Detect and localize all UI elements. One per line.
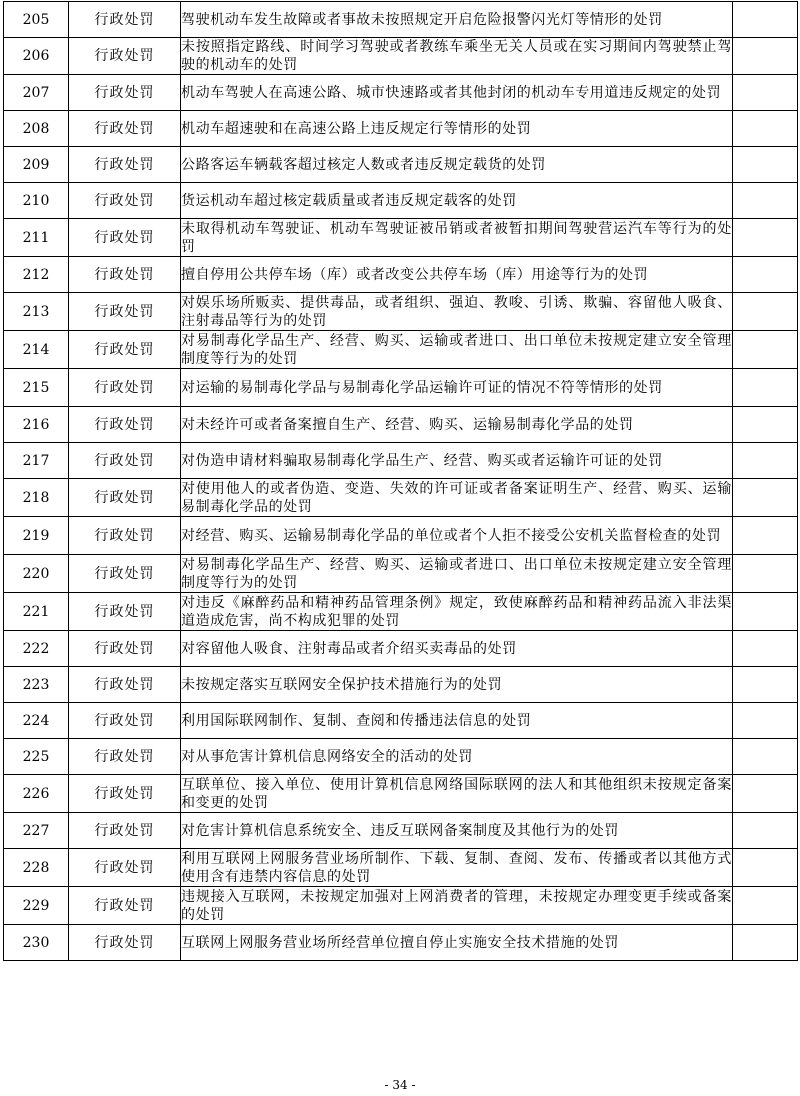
- row-category: 行政处罚: [69, 2, 181, 38]
- row-category: 行政处罚: [69, 219, 181, 257]
- row-category: 行政处罚: [69, 631, 181, 667]
- table-row: [4, 517, 798, 555]
- row-item-name: 机动车超速驶和在高速公路上违反规定行等情形的处罚: [181, 111, 733, 147]
- row-empty-cell: [733, 703, 798, 739]
- row-number: 211: [4, 219, 69, 257]
- row-item-name: 互联单位、接入单位、使用计算机信息网络国际联网的法人和其他组织未按规定备案和变更的处罚: [181, 776, 732, 811]
- table-row: [4, 257, 798, 293]
- row-item-name: 对伪造申请材料骗取易制毒化学品生产、经营、购买或者运输许可证的处罚: [181, 443, 733, 479]
- row-number: 227: [4, 813, 69, 849]
- row-number: 214: [4, 331, 69, 369]
- table-row: [4, 2, 798, 38]
- row-number: 229: [4, 887, 69, 925]
- row-empty-cell: [733, 849, 798, 887]
- row-category: 行政处罚: [69, 38, 181, 75]
- table-row: [4, 593, 798, 631]
- row-empty-cell: [733, 925, 798, 961]
- row-item-name: 对运输的易制毒化学品与易制毒化学品运输许可证的情况不符等情形的处罚: [181, 369, 733, 407]
- row-item-name: 对危害计算机信息系统安全、违反互联网备案制度及其他行为的处罚: [181, 813, 733, 849]
- row-empty-cell: [733, 593, 798, 631]
- row-number: 226: [4, 775, 69, 813]
- row-category: 行政处罚: [69, 443, 181, 479]
- row-number: 228: [4, 849, 69, 887]
- table-row: [4, 111, 798, 147]
- row-category: 行政处罚: [69, 479, 181, 517]
- table-row: [4, 443, 798, 479]
- row-number: 210: [4, 183, 69, 219]
- row-category: 行政处罚: [69, 593, 181, 631]
- row-item-name: 利用互联网上网服务营业场所制作、下载、复制、查阅、发布、传播或者以其他方式使用含有违禁内容信息的处罚: [181, 850, 732, 885]
- row-empty-cell: [733, 111, 798, 147]
- table-row: [4, 331, 798, 369]
- row-item-name: 对容留他人吸食、注射毒品或者介绍买卖毒品的处罚: [181, 631, 733, 667]
- row-number: 213: [4, 293, 69, 331]
- table-row: [4, 775, 798, 813]
- row-empty-cell: [733, 257, 798, 293]
- items-table: [3, 1, 798, 961]
- row-empty-cell: [733, 2, 798, 38]
- table-row: [4, 75, 798, 111]
- row-item-name: 对违反《麻醉药品和精神药品管理条例》规定，致使麻醉药品和精神药品流入非法渠道造成危害，尚不构成犯罪的处罚: [181, 594, 732, 629]
- row-number: 206: [4, 38, 69, 75]
- row-category: 行政处罚: [69, 849, 181, 887]
- row-item-name: 对使用他人的或者伪造、变造、失效的许可证或者备案证明生产、经营、购买、运输易制毒化学品的处罚: [181, 480, 732, 515]
- row-number: 208: [4, 111, 69, 147]
- row-category: 行政处罚: [69, 183, 181, 219]
- row-item-name: 对易制毒化学品生产、经营、购买、运输或者进口、出口单位未按规定建立安全管理制度等行为的处罚: [181, 556, 732, 591]
- row-number: 223: [4, 667, 69, 703]
- row-empty-cell: [733, 479, 798, 517]
- row-category: 行政处罚: [69, 257, 181, 293]
- row-category: 行政处罚: [69, 555, 181, 593]
- table-row: [4, 147, 798, 183]
- row-empty-cell: [733, 887, 798, 925]
- row-number: 212: [4, 257, 69, 293]
- row-empty-cell: [733, 667, 798, 703]
- row-empty-cell: [733, 369, 798, 407]
- row-number: 215: [4, 369, 69, 407]
- row-item-name: 互联网上网服务营业场所经营单位擅自停止实施安全技术措施的处罚: [181, 925, 733, 961]
- table-row: [4, 219, 798, 257]
- row-item-name: 对娱乐场所贩卖、提供毒品，或者组织、强迫、教唆、引诱、欺骗、容留他人吸食、注射毒品等行为的处罚: [181, 294, 732, 329]
- row-number: 230: [4, 925, 69, 961]
- row-number: 225: [4, 739, 69, 775]
- page-number: - 34 -: [384, 1078, 416, 1092]
- row-category: 行政处罚: [69, 925, 181, 961]
- table-row: [4, 293, 798, 331]
- table-row: [4, 813, 798, 849]
- row-number: 221: [4, 593, 69, 631]
- row-empty-cell: [733, 517, 798, 555]
- row-item-name: 未按规定落实互联网安全保护技术措施行为的处罚: [181, 667, 733, 703]
- table-row: [4, 703, 798, 739]
- row-item-name: 违规接入互联网，未按规定加强对上网消费者的管理，未按规定办理变更手续或备案的处罚: [181, 888, 732, 923]
- row-number: 218: [4, 479, 69, 517]
- row-category: 行政处罚: [69, 407, 181, 443]
- row-number: 219: [4, 517, 69, 555]
- row-item-name: 驾驶机动车发生故障或者事故未按照规定开启危险报警闪光灯等情形的处罚: [181, 2, 733, 38]
- row-empty-cell: [733, 147, 798, 183]
- row-category: 行政处罚: [69, 775, 181, 813]
- row-category: 行政处罚: [69, 369, 181, 407]
- row-item-name: 未按照指定路线、时间学习驾驶或者教练车乘坐无关人员或在实习期间内驾驶禁止驾驶的机动车的处罚: [181, 39, 732, 73]
- row-item-name: 对未经许可或者备案擅自生产、经营、购买、运输易制毒化学品的处罚: [181, 407, 733, 443]
- row-number: 216: [4, 407, 69, 443]
- row-category: 行政处罚: [69, 667, 181, 703]
- row-empty-cell: [733, 407, 798, 443]
- row-empty-cell: [733, 813, 798, 849]
- row-item-name: 机动车驾驶人在高速公路、城市快速路或者其他封闭的机动车专用道违反规定的处罚: [181, 75, 733, 111]
- table-row: [4, 739, 798, 775]
- row-category: 行政处罚: [69, 331, 181, 369]
- table-row: [4, 369, 798, 407]
- table-row: [4, 555, 798, 593]
- table-row: [4, 407, 798, 443]
- table-row: [4, 479, 798, 517]
- row-category: 行政处罚: [69, 147, 181, 183]
- row-category: 行政处罚: [69, 739, 181, 775]
- row-category: 行政处罚: [69, 75, 181, 111]
- table-row: [4, 631, 798, 667]
- table-row: [4, 183, 798, 219]
- row-number: 207: [4, 75, 69, 111]
- row-number: 205: [4, 2, 69, 38]
- row-item-name: 对经营、购买、运输易制毒化学品的单位或者个人拒不接受公安机关监督检查的处罚: [181, 517, 733, 555]
- row-item-name: 对从事危害计算机信息网络安全的活动的处罚: [181, 739, 733, 775]
- table-row: [4, 38, 798, 75]
- row-empty-cell: [733, 739, 798, 775]
- items-table-body: [4, 2, 798, 961]
- table-row: [4, 667, 798, 703]
- row-empty-cell: [733, 331, 798, 369]
- row-category: 行政处罚: [69, 111, 181, 147]
- row-category: 行政处罚: [69, 813, 181, 849]
- row-number: 222: [4, 631, 69, 667]
- row-category: 行政处罚: [69, 293, 181, 331]
- row-empty-cell: [733, 443, 798, 479]
- row-item-name: 利用国际联网制作、复制、查阅和传播违法信息的处罚: [181, 703, 733, 739]
- row-empty-cell: [733, 775, 798, 813]
- row-number: 217: [4, 443, 69, 479]
- row-empty-cell: [733, 555, 798, 593]
- table-row: [4, 887, 798, 925]
- row-empty-cell: [733, 38, 798, 75]
- row-category: 行政处罚: [69, 703, 181, 739]
- row-number: 224: [4, 703, 69, 739]
- row-number: 209: [4, 147, 69, 183]
- table-row: [4, 849, 798, 887]
- table-row: [4, 925, 798, 961]
- row-category: 行政处罚: [69, 517, 181, 555]
- row-item-name: 擅自停用公共停车场（库）或者改变公共停车场（库）用途等行为的处罚: [181, 257, 733, 293]
- row-item-name: 货运机动车超过核定载质量或者违反规定载客的处罚: [181, 183, 733, 219]
- row-category: 行政处罚: [69, 887, 181, 925]
- row-item-name: 未取得机动车驾驶证、机动车驾驶证被吊销或者被暂扣期间驾驶营运汽车等行为的处罚: [181, 220, 732, 255]
- row-number: 220: [4, 555, 69, 593]
- row-empty-cell: [733, 183, 798, 219]
- row-empty-cell: [733, 293, 798, 331]
- row-item-name: 公路客运车辆载客超过核定人数或者违反规定载货的处罚: [181, 147, 733, 183]
- row-empty-cell: [733, 631, 798, 667]
- row-empty-cell: [733, 75, 798, 111]
- row-empty-cell: [733, 219, 798, 257]
- row-item-name: 对易制毒化学品生产、经营、购买、运输或者进口、出口单位未按规定建立安全管理制度等行为的处罚: [181, 332, 732, 367]
